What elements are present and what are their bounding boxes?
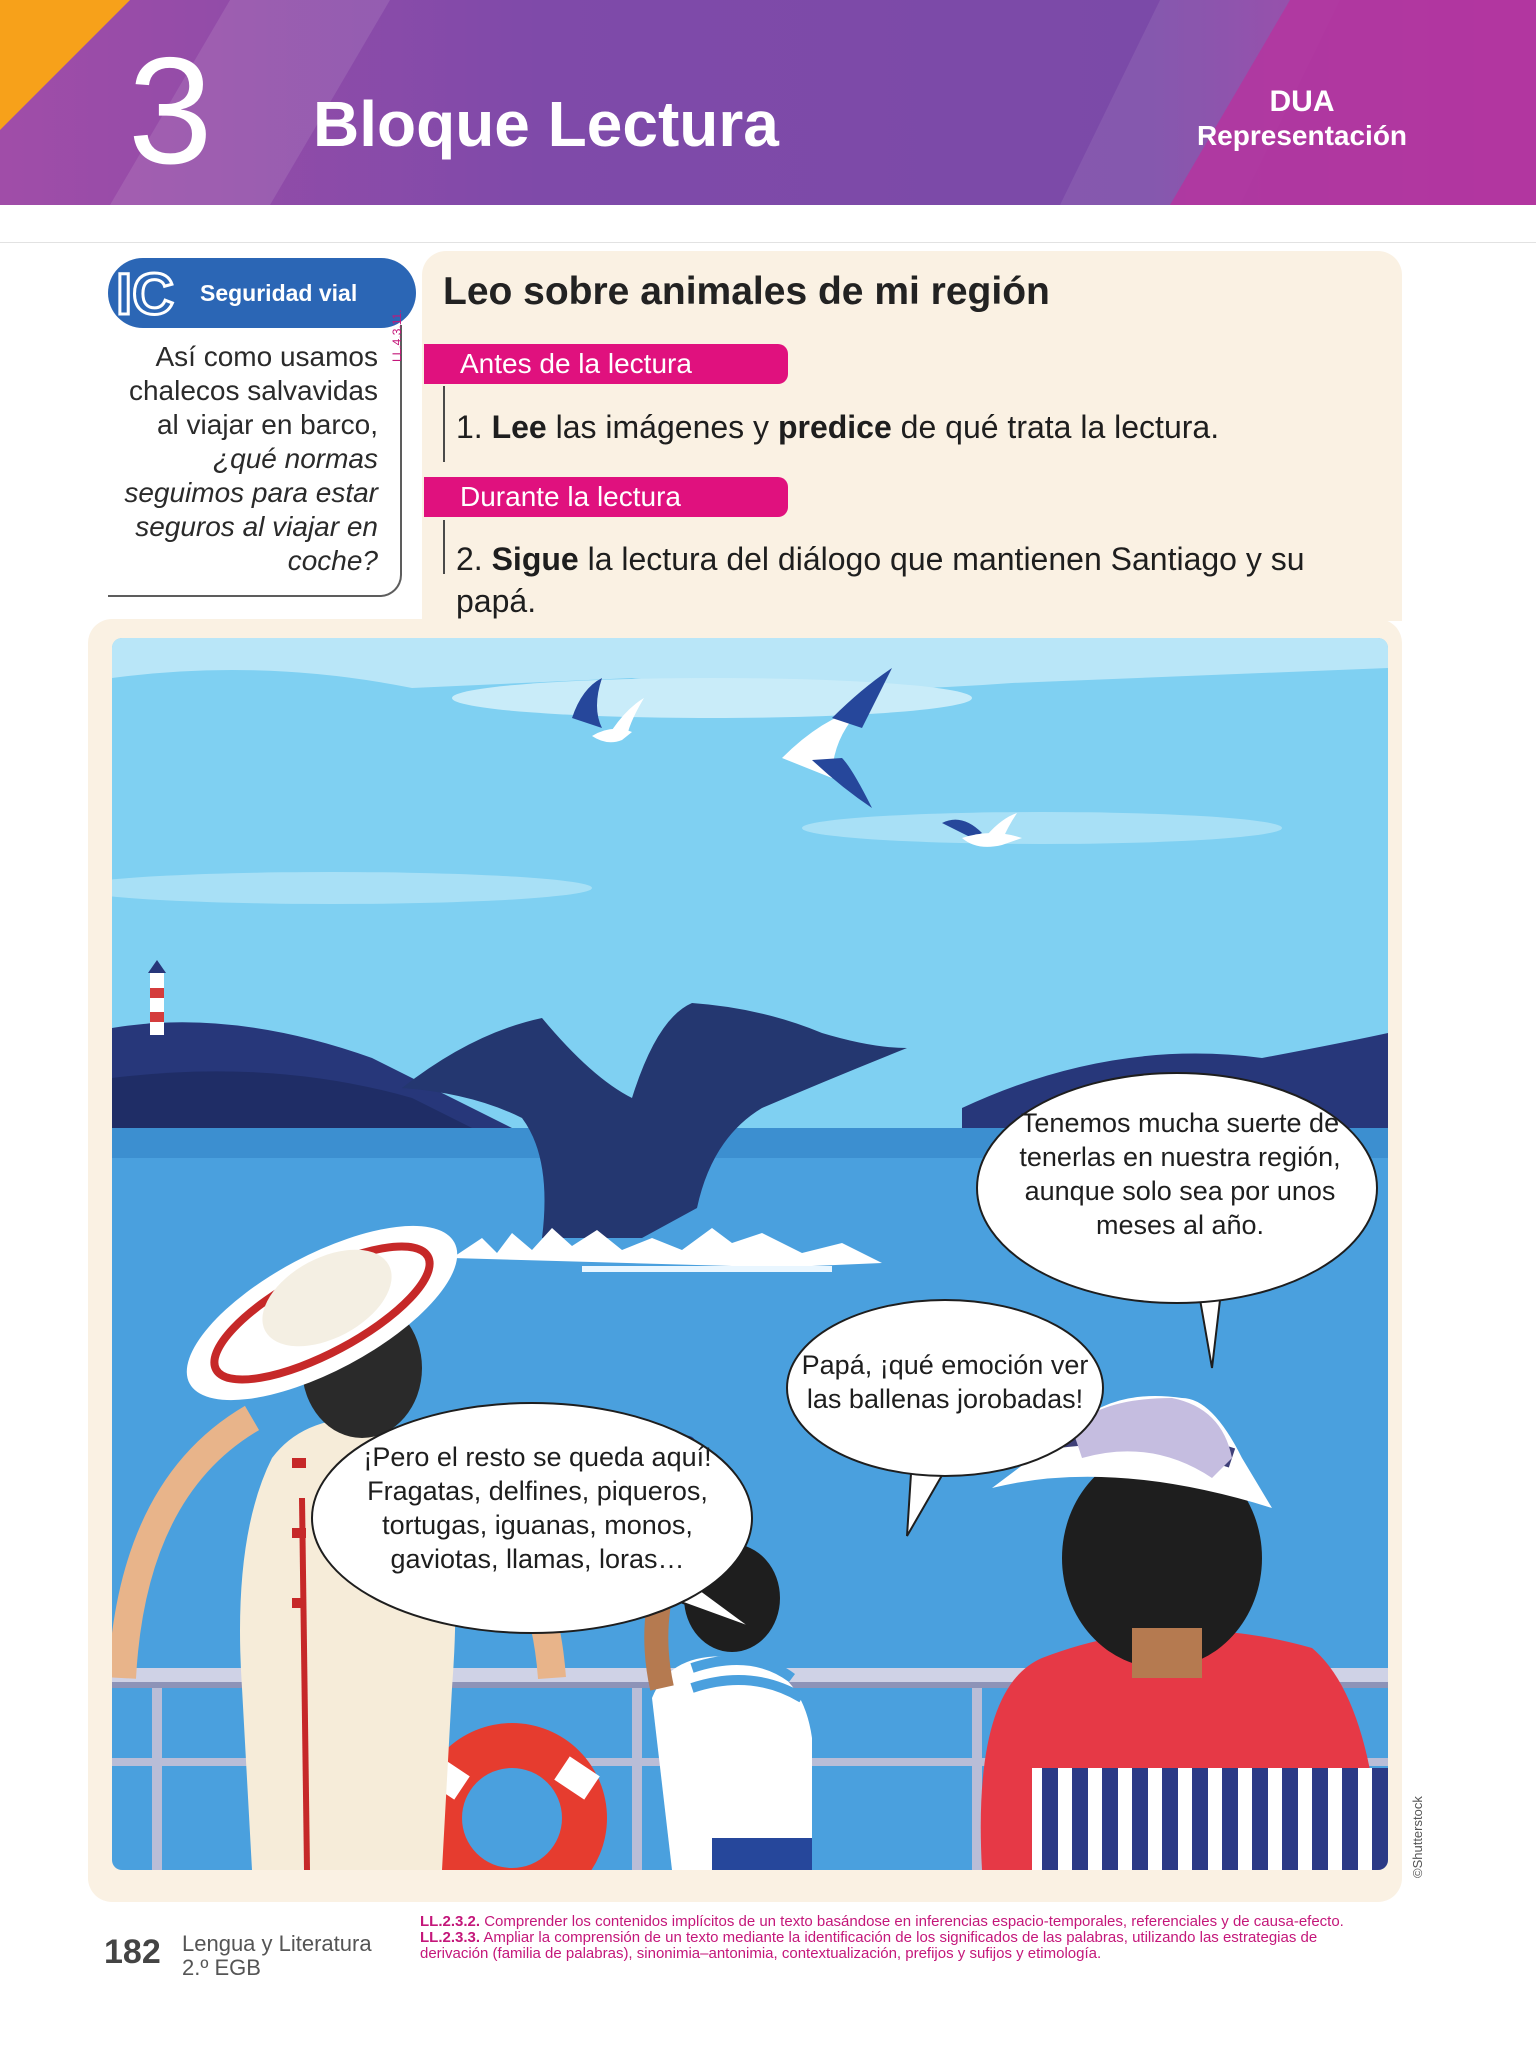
curriculum-standards bbox=[420, 1914, 1360, 1962]
dua-label: DUA bbox=[1269, 85, 1335, 118]
standard-2: LL.2.3.3. Ampliar la comprensión de un texto mediante la identificación de los significados de las palabras, utilizando las estrategias de derivación (familia de palabras), sinonimia–antonimia, contextualización, prefijos y sufijos y etimología. bbox=[420, 1929, 1318, 1962]
instruction-2: 2. Sigue la lectura del diálogo que mantienen Santiago y su papá. bbox=[456, 541, 1305, 619]
before-reading-tab: Antes de la lectura bbox=[424, 344, 788, 384]
lighthouse bbox=[150, 973, 164, 1035]
sidebar-text-plain: Así como usamos chalecos salvavidas al viajar en barco, bbox=[128, 341, 378, 440]
page-number: 182 bbox=[104, 1933, 161, 1971]
section-rule bbox=[443, 520, 445, 574]
during-reading-tab: Durante la lectura bbox=[424, 477, 788, 517]
instruction-1: 1. Lee las imágenes y predice de qué trata la lectura. bbox=[456, 409, 1220, 445]
sidebar-text-italic: ¿qué normas seguimos para estar seguros al viajar en coche? bbox=[124, 443, 378, 576]
reading-title: Leo sobre animales de mi región bbox=[443, 270, 1050, 313]
chapter-number: 3 bbox=[128, 26, 213, 196]
dua-representation-label: Representación bbox=[1196, 120, 1408, 151]
sidebar-question bbox=[100, 340, 378, 578]
road-safety-title: Seguridad vial bbox=[200, 280, 358, 306]
grade-label: 2.º EGB bbox=[182, 1955, 261, 1980]
header-divider bbox=[0, 242, 1536, 243]
image-credit: ©Shutterstock bbox=[1410, 1796, 1425, 1878]
ic-logo-icon bbox=[112, 262, 184, 322]
standard-1: LL.2.3.2. Comprender los contenidos implícitos de un texto basándose en inferencias espacio-temporales, referenciales y de causa-efecto. bbox=[420, 1913, 1344, 1930]
boy-dialogue: Papá, ¡qué emoción ver las ballenas jorobadas! bbox=[801, 1350, 1089, 1414]
mom-dialogue: ¡Pero el resto se queda aquí! Fragatas, delfines, piqueros, tortugas, iguanas, monos, gaviotas, llamas, loras… bbox=[363, 1442, 712, 1574]
skill-code: LL.4.3.11. bbox=[390, 309, 404, 362]
subject-name: Lengua y Literatura bbox=[182, 1931, 372, 1956]
dad-dialogue: Tenemos mucha suerte de tenerlas en nuestra región, aunque solo sea por unos meses al año. bbox=[1019, 1108, 1341, 1240]
svg-text:IC: IC bbox=[116, 262, 174, 322]
section-rule bbox=[443, 386, 445, 462]
deck-chair bbox=[1032, 1768, 1388, 1870]
whale-watching-illustration bbox=[112, 638, 1388, 1870]
block-title: Bloque Lectura bbox=[313, 88, 779, 160]
